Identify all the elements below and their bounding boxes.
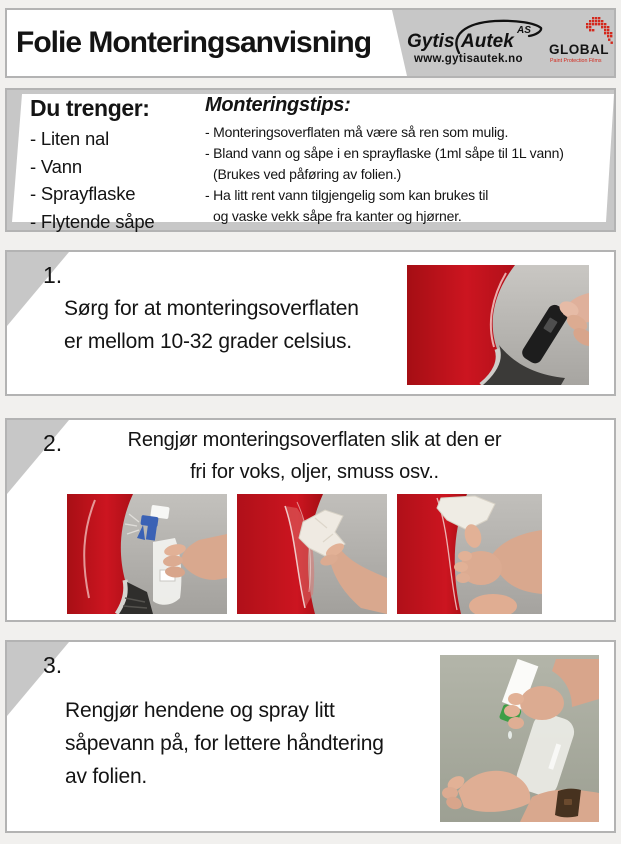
gytis-autek-logo-icon [405,17,545,67]
step-3-text [65,694,384,793]
step-2-line: fri for voks, oljer, smuss osv.. [190,461,439,483]
page-title: Folie Monteringsanvisning [16,26,372,59]
step-1 [5,250,616,396]
tip-line: og vaske vekk såpe fra kanter og hjørner. [213,208,462,224]
step-1-text [64,292,359,358]
materials-and-tips [5,88,616,232]
tip-line: - Ha litt rent vann tilgjengelig som kan brukes til [205,187,489,203]
tip-line: (Brukes ved påføring av folien.) [213,166,402,182]
step-2-photo-spray [67,494,227,614]
spray-bottle-photo-icon [67,494,227,614]
step-2-text [82,424,547,488]
tip-line: - Bland vann og såpe i en sprayflaske (1ml såpe til 1L vann) [205,145,564,161]
thermometer-at-car-photo-icon [407,265,589,385]
step-2 [5,418,616,622]
gytis-autek-logo [405,17,545,67]
logo-text-gytis: Gytis [407,31,455,52]
step-1-number: 1. [43,262,63,288]
step-3-line: Rengjør hendene og spray litt [65,699,335,722]
tips-list [205,94,564,227]
you-need-item: - Liten nal [30,128,110,149]
step-2-line: Rengjør monteringsoverflaten slik at den er [127,429,502,451]
you-need-item: - Sprayflaske [30,183,136,204]
tip-line: - Monteringsoverflaten må være så ren som mulig. [205,124,509,140]
cloth-wipe-photo-icon [237,494,387,614]
global-brand-text: GLOBAL [549,42,609,57]
step-3-line: såpevann på, for lettere håndtering [65,732,384,755]
step-1-line: er mellom 10-32 grader celsius. [64,330,352,353]
step-2-photo-wipe-2 [397,494,542,614]
header [5,8,616,78]
logo-website: www.gytisautek.no [414,53,523,65]
step-1-line: Sørg for at monteringsoverflaten [64,297,359,320]
you-need-item: - Flytende såpe [30,210,155,232]
step-1-photo [407,265,589,385]
logo-text-as: AS [517,25,531,36]
global-tagline-text: Paint Protection Films [550,58,602,64]
step-3-photo [440,655,599,822]
step-3-line: av folien. [65,765,148,788]
step-2-number: 2. [43,430,63,456]
logo-text-autek: Autek [461,31,514,52]
you-need-item: - Vann [30,155,82,177]
step-3-number: 3. [43,652,63,678]
tips-heading: Monteringstips: [205,94,351,116]
global-globe-icon [586,17,613,44]
step-3 [5,640,616,833]
global-logo [548,14,618,70]
you-need-heading: Du trenger: [30,95,150,121]
cloth-wipe-edge-photo-icon [397,494,542,614]
soap-spray-on-hand-photo-icon [440,655,599,822]
step-2-photo-wipe-1 [237,494,387,614]
you-need-list [30,95,155,235]
global-logo-icon [548,14,618,70]
